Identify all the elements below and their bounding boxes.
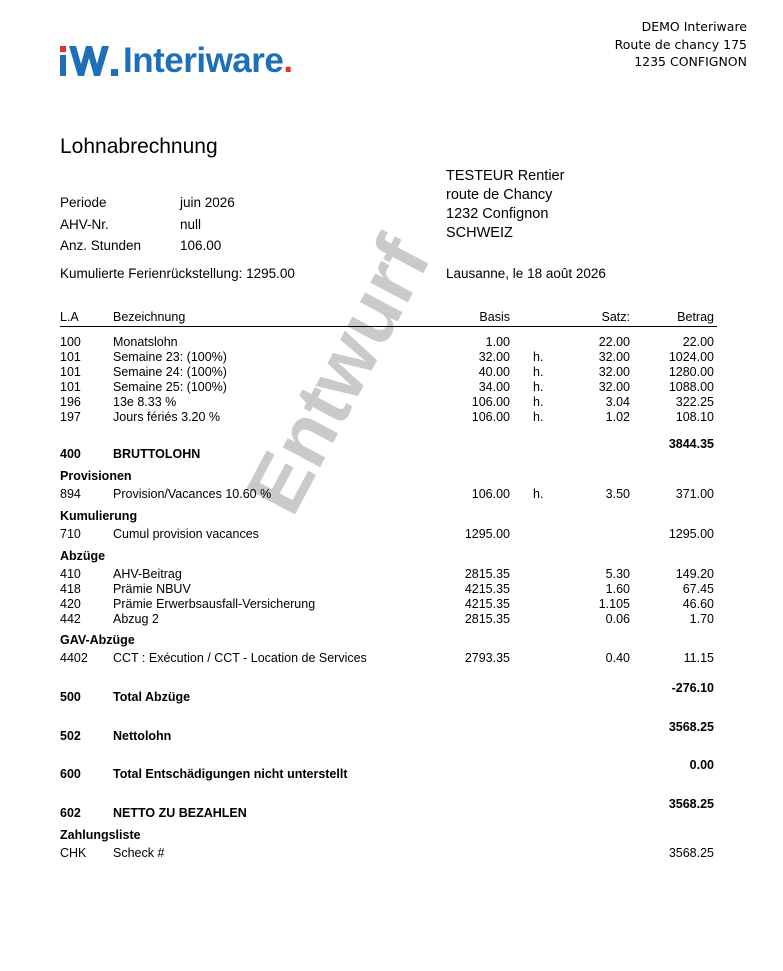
total-la: 600 (60, 767, 81, 781)
cell-basis: 2815.35 (464, 612, 510, 626)
cell-basis: 4215.35 (464, 582, 510, 596)
header-basis: Basis (479, 310, 510, 324)
sender-line: DEMO Interiware (641, 19, 747, 34)
meta-label: Anz. Stunden (60, 238, 142, 253)
cell-betrag: 11.15 (683, 651, 714, 665)
cell-unit: h. (533, 365, 544, 379)
total-label: BRUTTOLOHN (113, 447, 201, 461)
cell-unit: h. (533, 487, 544, 501)
kumulierte-ferienrueckstellung: Kumulierte Ferienrückstellung: 1295.00 (60, 266, 295, 281)
table-row (60, 597, 717, 612)
cell-basis: 106.00 (471, 487, 510, 501)
total-label: Total Abzüge (113, 690, 191, 704)
table-row (60, 567, 717, 582)
header-satz: Satz: (601, 310, 630, 324)
draft-watermark: Entwurf (228, 222, 448, 528)
total-la: 602 (60, 806, 81, 820)
table-row (60, 582, 717, 597)
table-header (60, 310, 717, 327)
cell-betrag: 1088.00 (668, 380, 714, 394)
cell-la: 100 (60, 335, 81, 349)
cell-betrag: 46.60 (682, 597, 714, 611)
cell-basis: 1295.00 (464, 527, 510, 541)
cell-la: 442 (60, 612, 81, 626)
table-row (60, 410, 717, 425)
recipient-line: 1232 Confignon (446, 206, 549, 222)
cell-la: 101 (60, 380, 81, 394)
cell-basis: 32.00 (478, 350, 510, 364)
section-zahlungsliste: Zahlungsliste (60, 828, 141, 842)
section-gav-abzuege: GAV-Abzüge (60, 633, 135, 647)
brutto-amount: 3844.35 (668, 437, 714, 451)
cell-bez: Provision/Vacances 10.60 % (113, 487, 272, 501)
sender-line: Route de chancy 175 (614, 36, 747, 52)
cell-la: 418 (60, 582, 81, 596)
cell-basis: 2793.35 (464, 651, 510, 665)
cell-betrag: 1.70 (689, 612, 714, 626)
cell-la: 894 (60, 487, 81, 501)
cell-satz: 5.30 (605, 567, 630, 581)
cell-bez: Prämie Erwerbsausfall-Versicherung (113, 597, 316, 611)
header-betrag: Betrag (677, 310, 714, 324)
total-la: 400 (60, 447, 81, 461)
table-row (60, 612, 717, 627)
table-row (60, 365, 717, 380)
cell-bez: Scheck # (113, 846, 165, 860)
cell-satz: 22.00 (598, 335, 630, 349)
header-bezeichnung: Bezeichnung (113, 310, 186, 324)
cell-basis: 106.00 (471, 410, 510, 424)
meta-label: Periode (60, 195, 107, 210)
cell-bez: AHV-Beitrag (113, 567, 182, 581)
total-label: Total Entschädigungen nicht unterstellt (113, 767, 348, 781)
cell-betrag: 322.25 (675, 395, 714, 409)
table-row (60, 846, 717, 861)
place-date: Lausanne, le 18 août 2026 (446, 266, 606, 281)
cell-basis: 106.00 (471, 395, 510, 409)
total-label: Nettolohn (113, 729, 172, 743)
table-row (60, 335, 717, 350)
cell-betrag: 22.00 (682, 335, 714, 349)
section-provisionen: Provisionen (60, 469, 132, 483)
total-la: 500 (60, 690, 81, 704)
cell-basis: 40.00 (478, 365, 510, 379)
cell-betrag: 1024.00 (668, 350, 714, 364)
cell-la: 410 (60, 567, 81, 581)
cell-satz: 32.00 (598, 350, 630, 364)
cell-la: 710 (60, 527, 81, 541)
table-row (60, 651, 717, 666)
sender-address (615, 18, 747, 71)
document-title: Lohnabrechnung (60, 135, 218, 158)
total-amount: 3568.25 (668, 797, 714, 811)
cell-la: 101 (60, 350, 81, 364)
interiware-logo-icon (60, 44, 118, 76)
total-amount: 3568.25 (668, 720, 714, 734)
cell-satz: 1.105 (598, 597, 630, 611)
cell-bez: Prämie NBUV (113, 582, 191, 596)
logo-wordmark: Interiware. (123, 41, 293, 80)
total-amount: -276.10 (671, 681, 714, 695)
cell-basis: 2815.35 (464, 567, 510, 581)
meta-value: juin 2026 (180, 195, 235, 210)
cell-betrag: 1295.00 (668, 527, 714, 541)
table-row (60, 350, 717, 365)
table-row (60, 487, 717, 502)
recipient-line: route de Chancy (446, 187, 553, 203)
meta-value: 106.00 (180, 238, 222, 253)
cell-betrag: 149.20 (675, 567, 714, 581)
cell-satz: 3.04 (605, 395, 630, 409)
cell-unit: h. (533, 380, 544, 394)
cell-bez: Semaine 23: (100%) (113, 350, 227, 364)
section-abzuege: Abzüge (60, 549, 106, 563)
sender-line: 1235 CONFIGNON (634, 54, 747, 69)
cell-bez: Semaine 24: (100%) (113, 365, 227, 379)
cell-bez: Monatslohn (113, 335, 178, 349)
cell-satz: 0.40 (605, 651, 630, 665)
cell-la: 420 (60, 597, 81, 611)
recipient-line: TESTEUR Rentier (446, 168, 565, 184)
section-kumulierung: Kumulierung (60, 509, 138, 523)
total-amount: 0.00 (689, 758, 714, 772)
cell-satz: 0.06 (605, 612, 630, 626)
recipient-line: SCHWEIZ (446, 225, 513, 241)
cell-la: 197 (60, 410, 81, 424)
cell-satz: 32.00 (598, 365, 630, 379)
cell-la: 196 (60, 395, 81, 409)
cell-bez: Jours fériés 3.20 % (113, 410, 220, 424)
cell-unit: h. (533, 395, 544, 409)
recipient-address (446, 167, 564, 243)
cell-betrag: 67.45 (682, 582, 714, 596)
cell-bez: CCT : Exécution / CCT - Location de Services (113, 651, 367, 665)
cell-bez: Abzug 2 (113, 612, 159, 626)
cell-unit: h. (533, 410, 544, 424)
cell-satz: 32.00 (598, 380, 630, 394)
table-row (60, 380, 717, 395)
cell-satz: 1.02 (605, 410, 630, 424)
cell-basis: 4215.35 (464, 597, 510, 611)
cell-betrag: 3568.25 (668, 846, 714, 860)
cell-la: 101 (60, 365, 81, 379)
cell-la: CHK (60, 846, 87, 860)
cell-betrag: 1280.00 (668, 365, 714, 379)
meta-label: AHV-Nr. (60, 217, 109, 232)
table-row (60, 527, 717, 542)
cell-betrag: 108.10 (675, 410, 714, 424)
cell-satz: 3.50 (605, 487, 630, 501)
cell-betrag: 371.00 (675, 487, 714, 501)
cell-bez: Semaine 25: (100%) (113, 380, 227, 394)
table-row (60, 395, 717, 410)
cell-bez: Cumul provision vacances (113, 527, 259, 541)
total-la: 502 (60, 729, 81, 743)
meta-value: null (180, 217, 202, 232)
cell-la: 4402 (60, 651, 88, 665)
cell-bez: 13e 8.33 % (113, 395, 177, 409)
cell-basis: 1.00 (485, 335, 510, 349)
total-label: NETTO ZU BEZAHLEN (113, 806, 247, 820)
cell-unit: h. (533, 350, 544, 364)
header-la: L.A (60, 310, 79, 324)
cell-satz: 1.60 (605, 582, 630, 596)
cell-basis: 34.00 (478, 380, 510, 394)
